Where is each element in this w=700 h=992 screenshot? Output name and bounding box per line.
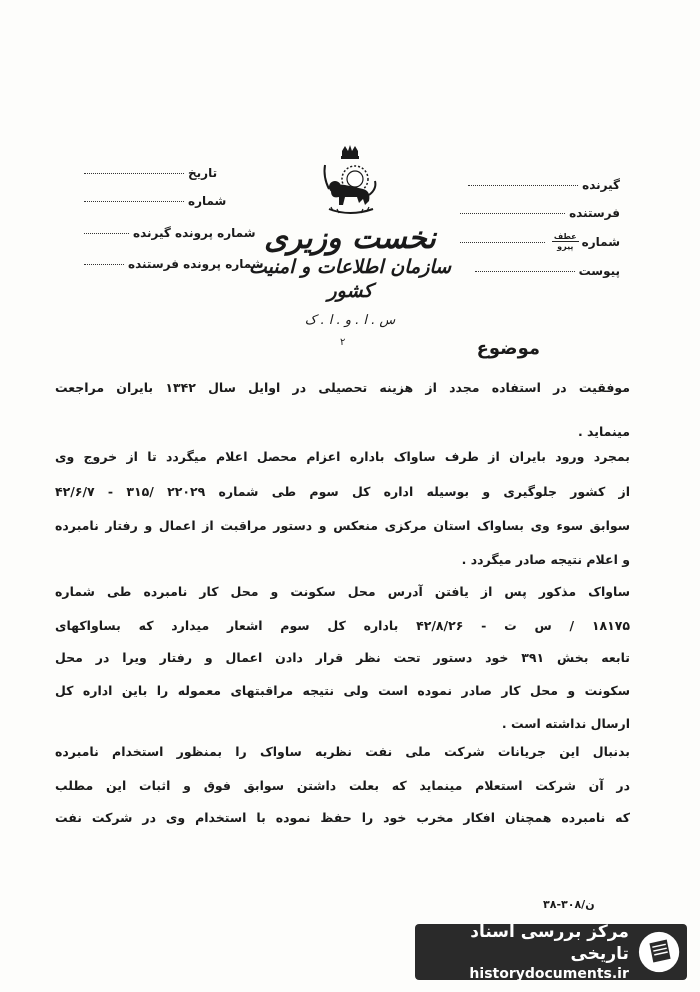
body-line: و اعلام نتیجه صادر میگردد . [461,552,630,567]
attachment-row [471,264,620,278]
recipient-label: گیرنده [582,178,620,192]
left-number-row [80,194,226,208]
organization-code: س . ا . و . ا . ک [304,313,396,328]
date-row [80,166,217,180]
footer-code: ن/۳۰۸-۳۸ [543,898,595,911]
recipient-file-label: شماره پرونده گیرنده [133,226,256,240]
attachment-label: پیوست [578,264,620,278]
recipient-dots [468,184,578,186]
ref-number-dots [460,241,545,243]
fraction-top: عطف [553,232,577,241]
body-line: ۱۸۱۷۵ / س ت - ۴۲/۸/۲۶ باداره کل سوم اشعار میدارد که بساواکهای [55,618,630,633]
watermark-banner [415,924,687,980]
watermark-url: historydocuments.ir [469,966,629,982]
left-number-dots [84,200,184,202]
body-line: تابعه بخش ۳۹۱ خود دستور تحت نظر قرار دادن اعمال و رفتار ویرا در محل [55,650,630,665]
recipient-file-dots [84,232,129,234]
sender-file-label: شماره پرونده فرستنده [128,257,264,271]
ref-fraction [552,232,579,251]
attachment-dots [475,270,575,272]
small-number: ۲ [340,337,346,348]
watermark-text [415,921,629,983]
archive-logo-icon [637,929,681,975]
recipient-file-row [80,226,256,240]
body-line: مینماید . [577,424,630,439]
fraction-bottom: پیرو [557,242,574,251]
recipient-row [464,178,620,192]
sender-dots [460,212,565,214]
body-line: از کشور جلوگیری و بوسیله اداره کل سوم طی شماره ۲۲۰۲۹ /۳۱۵ - ۴۲/۶/۷ [55,484,630,499]
left-number-label: شماره [188,194,227,208]
body-line: در آن شرکت استعلام مینماید که بعلت داشتن سوابق فوق و اثبات این مطلب [55,778,630,793]
ref-number-label: شماره [581,234,620,249]
ref-number-row [456,232,620,251]
body-line: سکونت و محل کار صادر نموده است ولی نتیجه مراقبتهای معموله را باین اداره کل [55,683,630,698]
sender-label: فرستنده [569,206,620,220]
body-line: ساواک مذکور پس از یافتن آدرس محل سکونت و محل کار نامبرده طی شماره [55,584,630,599]
date-dots [84,172,184,174]
body-line: ارسال نداشته است . [501,716,630,731]
letterhead [245,145,455,328]
watermark-title: مرکز بررسی اسناد تاریخی [470,922,629,964]
sender-file-row [80,257,264,271]
subject-label: موضوع [476,338,540,359]
body-line: بمجرد ورود بایران از طرف ساواک باداره اعزام محصل اعلام میگردد تا از خروج وی [55,449,630,464]
body-line: سوابق سوء وی بساواک استان مرکزی منعکس و دستور مراقبت از اعمال و رفتار نامبرده [55,518,630,533]
body-line: بدنبال این جریانات شرکت ملی نفت نظریه ساواک را بمنظور استخدام نامبرده [55,744,630,759]
organization-title: سازمان اطلاعات و امنیت کشور [248,256,452,302]
lion-and-sun-emblem-icon [315,145,385,217]
date-label: تاریخ [188,166,218,180]
ministry-title: نخست وزیری [264,221,436,256]
body-line: که نامبرده همچنان افکار مخرب خود را حفظ نموده با استخدام وی در شرکت نفت [55,810,630,825]
sender-row [456,206,620,220]
sender-file-dots [84,263,124,265]
body-line: موفقیت در استفاده مجدد از هزینه تحصیلی در اوایل سال ۱۳۴۲ بایران مراجعت [55,380,630,395]
